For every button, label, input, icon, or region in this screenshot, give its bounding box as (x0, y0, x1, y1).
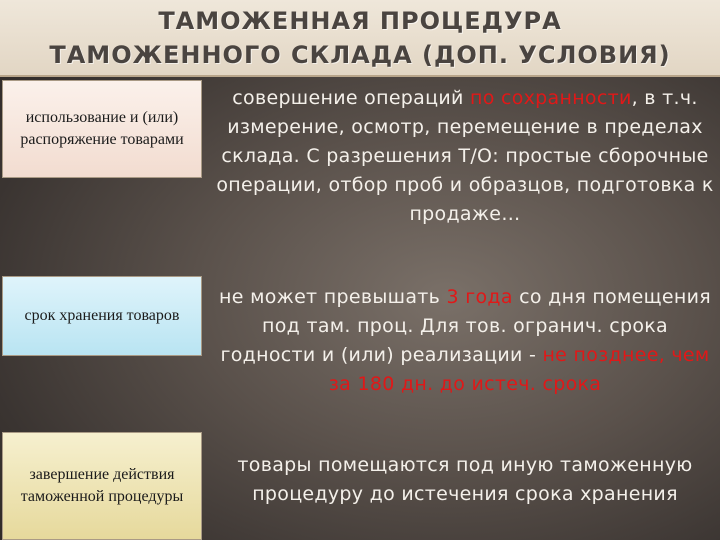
description-storage-highlight-2: не позднее, чем за 180 дн. до истеч. срока (328, 344, 710, 395)
description-usage-text-2: , в т.ч. измерение, осмотр, перемещение в пределах склада. С разрешения Т/О: простые сборочные операции, отбор проб и образцов, подготовка к продаже… (216, 87, 714, 225)
label-box-usage (2, 80, 202, 178)
description-storage-period (212, 283, 718, 399)
label-completion: завершение действия таможенной процедуры (20, 466, 184, 505)
description-completion-text: товары помещаются под иную таможенную процедуру до истечения срока хранения (237, 454, 693, 505)
description-storage-text-1: не может превышать (219, 286, 447, 308)
title-bar (0, 0, 720, 77)
label-usage: использование и (или) распоряжение товарами (20, 109, 184, 148)
description-usage-text-1: совершение операций (232, 87, 470, 109)
label-box-storage-period (2, 276, 202, 356)
description-storage-highlight-1: 3 года (446, 286, 513, 308)
description-completion (212, 451, 718, 509)
description-usage-highlight: по сохранности (469, 87, 632, 109)
label-storage-period: срок хранения товаров (24, 307, 180, 324)
label-box-completion (2, 432, 202, 540)
description-usage (212, 84, 718, 229)
description-storage-text-2: со дня помещения под там. проц. Для тов. огранич. срока годности и (или) реализации - (220, 286, 711, 366)
slide-title: ТАМОЖЕННАЯ ПРОЦЕДУРА ТАМОЖЕННОГО СКЛАДА (ДОП. УСЛОВИЯ) (49, 7, 671, 69)
